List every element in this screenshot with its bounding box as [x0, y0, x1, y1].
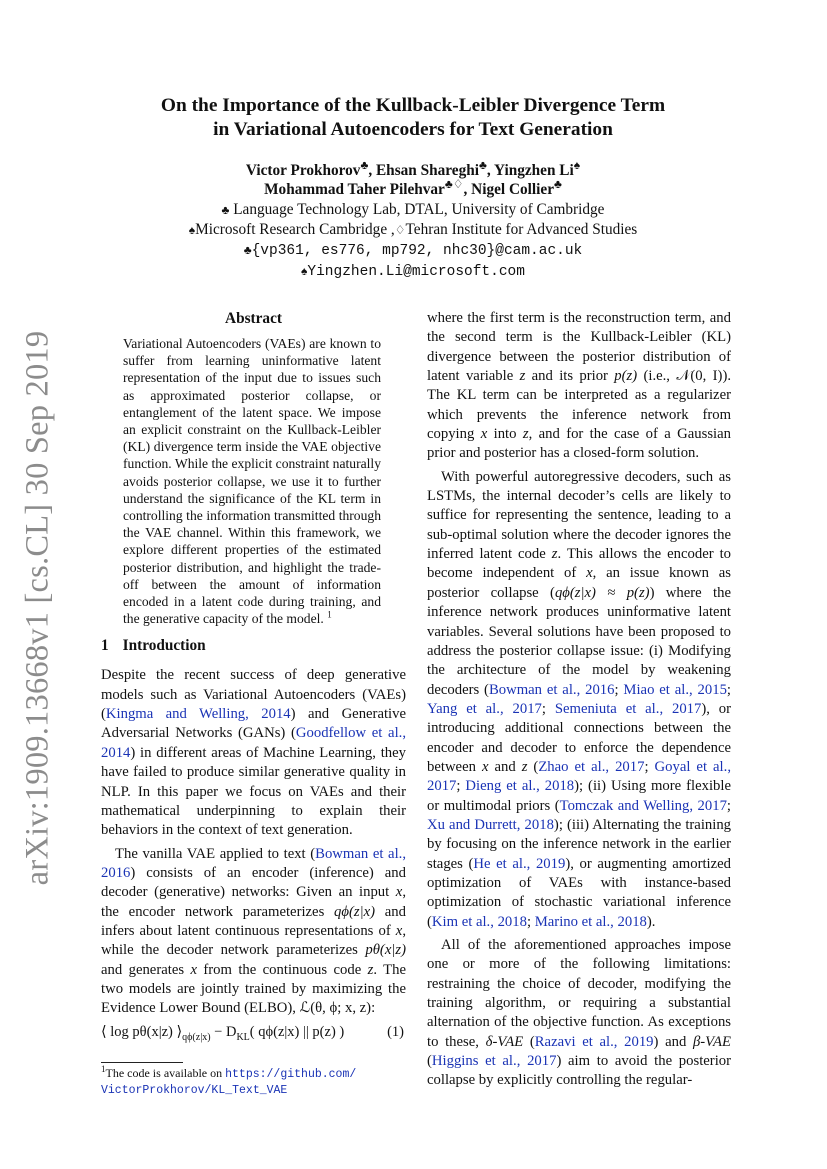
author-list [100, 157, 726, 283]
citation-link[interactable]: Goyal et al., 2017 [427, 758, 731, 795]
equation-number: (1) [387, 1023, 404, 1040]
club-symbol: ♣ [479, 157, 487, 172]
spade-symbol: ♠ [188, 222, 196, 237]
equation-body: ⟨ log pθ(x|z) $⟩_{q\phi(z|x)} - D_{KL}$( qϕ(z|x) || p(z) ) [101, 1023, 345, 1043]
diamond-symbol: ♢ [452, 177, 464, 192]
intro-paragraph-2: The vanilla VAE applied to text (Bowman et al., 2016) consists of an encoder (inference) and decoder (generative) networks: Given an input x, the encoder network parameterizes qϕ(z|x) and infers about latent continuous representations of x, while the decoder network parameterizes pθ(x|z) and generates x from the continuous code z. The two models are jointly trained by maximizing the Evidence Lower Bound (ELBO), ℒ(θ, ϕ; x, z): [101, 845, 407, 1017]
title-line-2: in Variational Autoencoders for Text Generation [213, 119, 613, 140]
footnote-ref[interactable]: 1 [327, 609, 332, 620]
spade-symbol: ♠ [301, 264, 308, 279]
section-heading-introduction: 1 Introduction [101, 637, 206, 655]
citation-link[interactable]: Yang et al., 2017 [427, 700, 542, 717]
citation-link[interactable]: Miao et al., 2015 [623, 681, 727, 698]
right-paragraph-2: With powerful autoregressive decoders, such as LSTMs, the internal decoder’s cells are likely to suffice for representing the sentence, leading to a sub-optimal solution where the decoder ignores the inferred latent code z. This allows the encoder to become independent of x, an issue known as posterior collapse (qϕ(z|x) ≈ p(z)) where the inference network produces uninformative latent variables. Several solutions have been proposed to address the posterior collapse issue: (i) Modifying the architecture of the model by weakening decoders (Bowman et al., 2016; Miao et al., 2015; Yang et al., 2017; Semeniuta et al., 2017), or introducing additional connections between the encoder and decoder to enforce the dependence between x and z (Zhao et al., 2017; Goyal et al., 2017; Dieng et al., 2018); (ii) Using more flexible or multimodal priors (Tomczak and Welling, 2017; Xu and Durrett, 2018); (iii) Alternating the training by focusing on the inference network in the earlier stages (He et al., 2019), or augmenting amortized optimization of VAEs with instance-based optimization of stochastic variational inference (Kim et al., 2018; Marino et al., 2018). [427, 468, 732, 930]
citation-link[interactable]: Dieng et al., 2018 [465, 778, 575, 795]
citation-link[interactable]: Kim et al., 2018 [431, 913, 527, 930]
author-name: Victor Prokhorov [245, 162, 361, 179]
right-paragraph-3: All of the aforementioned approaches impose one or more of the following limitations: restraining the choice of decoder, modifying the training algorithm, or requiring a substantial alternation of the objective function. As exceptions to these, δ-VAE (Razavi et al., 2019) and β-VAE (Higgins et al., 2017) aim to avoid the posterior collapse by explicitly controlling the regular- [427, 937, 732, 1089]
citation-link[interactable]: Razavi et al., 2019 [534, 1033, 654, 1050]
citation-link[interactable]: Higgins et al., 2017 [431, 1053, 557, 1070]
affiliation-2: ♠Microsoft Research Cambridge ,♢Tehran Institute for Advanced Studies [188, 220, 638, 238]
club-symbol: ♣ [360, 157, 369, 172]
author-name: Mohammad Taher Pilehvar [264, 181, 445, 199]
club-symbol: ♣ [243, 243, 252, 258]
left-column [101, 309, 406, 1098]
diamond-symbol: ♢ [394, 222, 406, 237]
citation-link[interactable]: Bowman et al., 2016 [101, 845, 407, 881]
paper-title [100, 94, 726, 142]
spade-symbol: ♠ [573, 157, 581, 172]
citation-link[interactable]: He et al., 2019 [473, 855, 566, 872]
citation-link[interactable]: Marino et al., 2018 [534, 913, 647, 930]
club-symbol: ♣ [444, 177, 453, 192]
club-symbol: ♣ [554, 177, 562, 192]
abstract-heading: Abstract [225, 310, 282, 327]
email-line-2 [100, 261, 726, 282]
footnote: $^1$The code is available on https://github.com/ VictorProkhorov/KL_Text_VAE [101, 1063, 357, 1097]
right-paragraph-1: where the first term is the reconstruction term, and the second term is the Kullback-Leibler (KL) divergence between the posterior distribution of latent variable z and its prior p(z) (i.e., 𝒩(0, I)). The KL term can be interpreted as a regularizer which prevents the inference network from copying x into z, and for the case of a Gaussian prior and posterior has a closed-form solution. [427, 310, 732, 462]
citation-link[interactable]: Kingma and Welling, 2014 [105, 706, 291, 723]
footnote-divider [101, 1062, 183, 1063]
abstract-text: Variational Autoencoders (VAEs) are known to suffer from learning uninformative latent representation of the input due to issues such as approximated posterior collapse, or entanglement of the latent space. We impose an explicit constraint on the Kullback-Leibler (KL) divergence term inside the VAE objective function. While the explicit constraint naturally avoids posterior collapse, we use it to further understand the significance of the KL term in controlling the information transmitted through the VAE channel. Within this framework, we explore different properties of the estimated posterior distribution, and highlight the trade-off between the amount of information encoded in a latent code during training, and the generative capacity of the model. $^1$ [123, 336, 381, 627]
intro-paragraph-1: Despite the recent success of deep generative models such as Variational Autoencoders (VAEs) (Kingma and Welling, 2014) and Generative Adversarial Networks (GANs) (Goodfellow et al., 2014) in different areas of Machine Learning, they have failed to produce similar generative quality in NLP. In this paper we focus on VAEs and their mathematical underpinning to explain their behaviors in the context of text generation. [101, 667, 406, 839]
citation-link[interactable]: Xu and Durrett, 2018 [427, 816, 554, 833]
citation-link[interactable]: Zhao et al., 2017 [538, 758, 645, 775]
title-block [100, 94, 726, 283]
email-address[interactable]: Yingzhen.Li@microsoft.com [307, 264, 525, 281]
affiliation-1: ♣ Language Technology Lab, DTAL, University of Cambridge [221, 200, 605, 218]
authors-line-1: Victor Prokhorov♣, Ehsan Shareghi♣, Yingzhen Li♠ [245, 157, 581, 179]
email-line-1 [100, 240, 726, 261]
citation-link[interactable]: Semeniuta et al., 2017 [554, 700, 702, 717]
email-address[interactable]: {vp361, es776, mp792, nhc30}@cam.ac.uk [251, 243, 583, 260]
right-column [427, 309, 731, 1091]
author-name: Nigel Collier [471, 181, 554, 199]
author-name: Ehsan Shareghi [375, 162, 479, 179]
club-symbol: ♣ [221, 202, 230, 217]
citation-link[interactable]: Tomczak and Welling, 2017 [559, 797, 727, 814]
author-name: Yingzhen Li [493, 162, 574, 179]
citation-link[interactable]: Goodfellow et al., 2014 [101, 725, 406, 761]
title-line-1: On the Importance of the Kullback-Leibler Divergence Term [160, 95, 666, 116]
code-url-link[interactable]: https://github.com/ VictorProkhorov/KL_Text_VAE [101, 1067, 357, 1097]
footnote-mark: 1 [101, 1063, 106, 1074]
equation-elbo [101, 1022, 406, 1048]
arxiv-identifier: arXiv:1909.13668v1 [cs.CL] 30 Sep 2019 [19, 330, 56, 886]
authors-line-2: Mohammad Taher Pilehvar♣♢, Nigel Collier♣ [264, 177, 562, 199]
citation-link[interactable]: Bowman et al., 2016 [488, 681, 615, 698]
